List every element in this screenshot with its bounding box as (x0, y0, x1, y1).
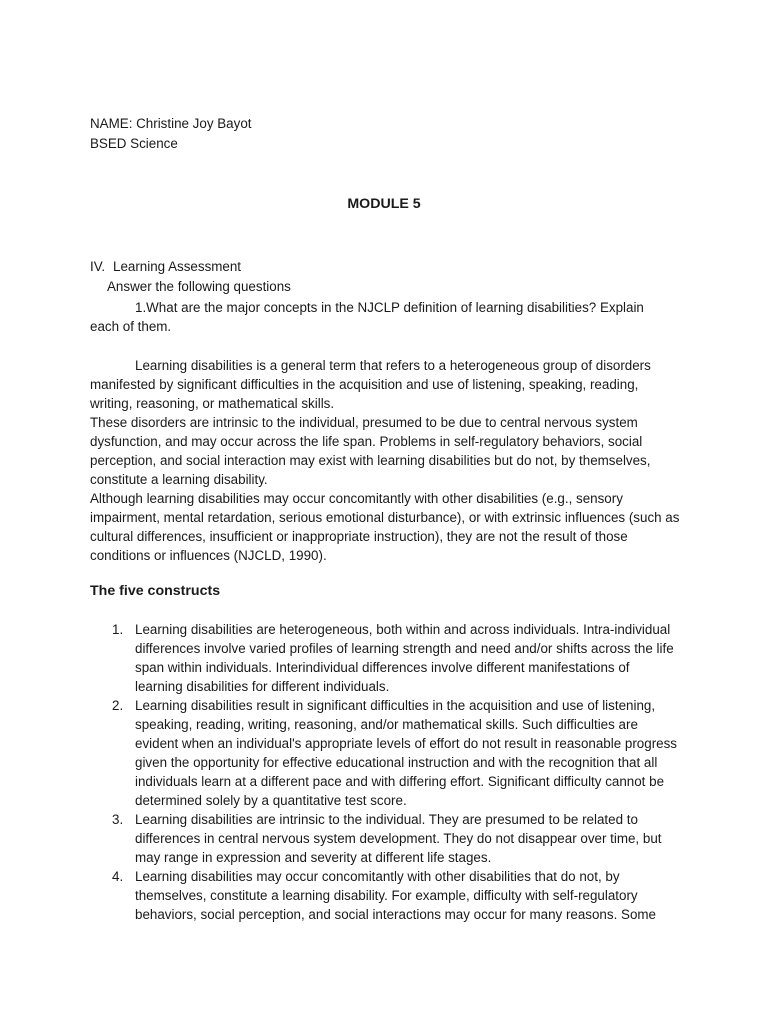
constructs-list (90, 620, 680, 924)
answer-paragraph: Although learning disabilities may occur concomitantly with other disabilities (e.g., sensory impairment, mental retardation, serious emotional disturbance), or with extrinsic influences (such as cultural differences, insufficient or inappropriate instruction), they are not the result of those conditions or influences (NJCLD, 1990). (90, 491, 680, 563)
list-marker: 2. (112, 698, 124, 713)
question-text: 1.What are the major concepts in the NJCLP definition of learning disabilities? Explain each of them. (90, 300, 644, 334)
list-item-text: Learning disabilities are intrinsic to the individual. They are presumed to be related to differences in central nervous system development. They do not disappear over time, but may range in expression and severity at different life stages. (135, 812, 662, 865)
answer-paragraph: Learning disabilities is a general term that refers to a heterogeneous group of disorders manifested by significant difficulties in the acquisition and use of listening, speaking, reading, writing, reasoning, or mathematical skills. (90, 358, 651, 411)
list-item-text: Learning disabilities are heterogeneous, both within and across individuals. Intra-individual differences involve varied profiles of learning strength and need and/or shifts across the life span within individuals. Interindividual differences involve different manifestations of learning disabilities for different individuals. (135, 622, 674, 694)
instructions: Answer the following questions (107, 279, 291, 294)
student-name: NAME: Christine Joy Bayot (90, 116, 252, 131)
section-number: IV. (90, 259, 106, 274)
list-item (90, 696, 680, 810)
section-heading (90, 257, 241, 276)
constructs-heading: The five constructs (90, 583, 221, 599)
list-item (90, 620, 680, 696)
list-item-text: Learning disabilities result in significant difficulties in the acquisition and use of listening, speaking, reading, writing, reasoning, and/or mathematical skills. Such difficulties are evident when an individual's appropriate levels of effort do not result in reasonable progress given the opportunity for effective educational instruction and with the recognition that all individuals learn at a different pace and with differing effort. Significant difficulty cannot be determined solely by a quantitative test score. (135, 698, 677, 808)
module-title: MODULE 5 (347, 196, 421, 212)
list-marker: 4. (112, 869, 124, 884)
list-marker: 1. (112, 622, 124, 637)
section-title: Learning Assessment (113, 259, 242, 274)
list-item-text: Learning disabilities may occur concomitantly with other disabilities that do not, by themselves, constitute a learning disability. For example, difficulty with self-regulatory behaviors, social perception, and social interactions may occur for many reasons. Some (135, 869, 656, 922)
list-item (90, 810, 680, 867)
list-marker: 3. (112, 812, 124, 827)
student-course: BSED Science (90, 136, 178, 151)
list-item (90, 867, 680, 924)
answer-body (90, 356, 680, 565)
answer-paragraph: These disorders are intrinsic to the individual, presumed to be due to central nervous system dysfunction, and may occur across the life span. Problems in self-regulatory behaviors, social perception, and social interaction may exist with learning disabilities but do not, by themselves, constitute a learning disability. (90, 415, 651, 487)
